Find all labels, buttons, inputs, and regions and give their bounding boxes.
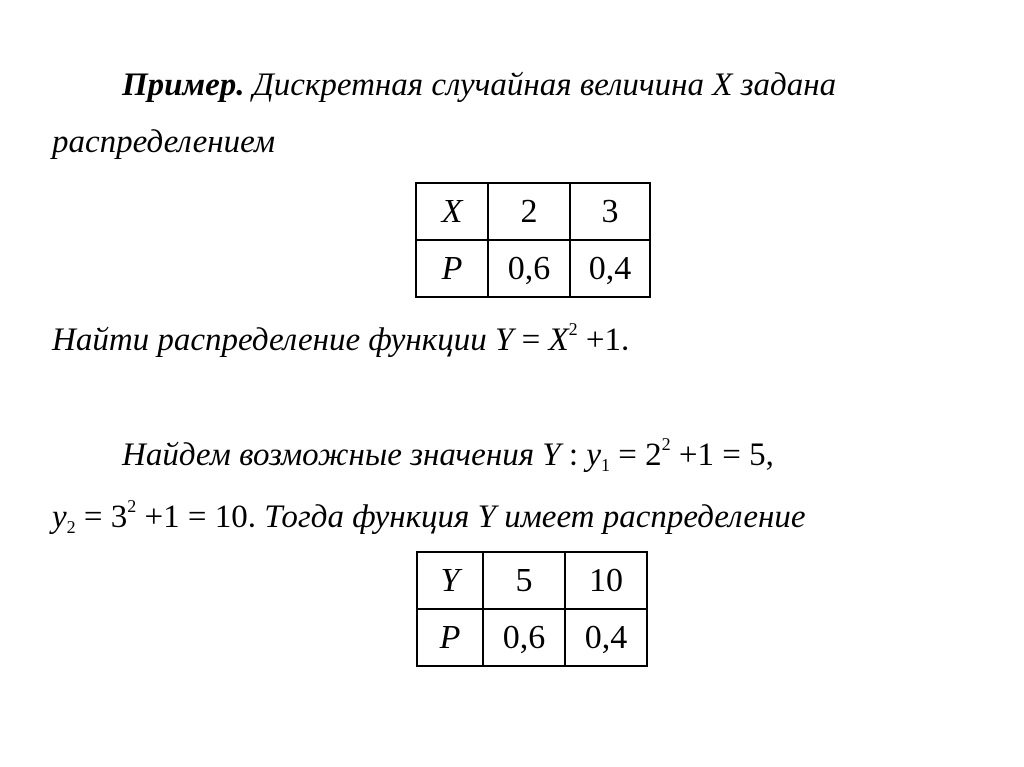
base-var: X xyxy=(548,322,569,358)
intro-line xyxy=(122,69,836,102)
y1-tail: +1 = 5, xyxy=(670,437,774,473)
table-cell: 0,6 xyxy=(483,609,565,666)
table-row xyxy=(417,609,647,666)
then-tail: имеет распределение xyxy=(504,499,806,535)
table-cell: P xyxy=(417,609,483,666)
table-cell: 0,6 xyxy=(488,240,570,297)
then-text: Тогда функция xyxy=(264,499,470,535)
table-cell: X xyxy=(416,183,488,240)
y2-equals: = 3 xyxy=(75,499,128,535)
solution-var: Y xyxy=(542,437,561,473)
then-var: Y xyxy=(477,499,496,535)
table-cell: Y xyxy=(417,552,483,609)
y2-name: y xyxy=(52,499,67,535)
distribution-table-y xyxy=(416,551,648,667)
table-row xyxy=(417,552,647,609)
table-row xyxy=(416,240,650,297)
task-text: Найти распределение функции xyxy=(52,322,487,358)
intro-text: Дискретная случайная величина X задана xyxy=(252,67,837,103)
y2-tail: +1 = 10. xyxy=(136,499,257,535)
y1-equals: = 2 xyxy=(609,437,662,473)
y2-exponent: 2 xyxy=(127,496,137,516)
table-cell: 0,4 xyxy=(570,240,650,297)
intro-continuation xyxy=(52,126,275,159)
intro-continuation-text: распределением xyxy=(52,124,276,160)
table-cell: 5 xyxy=(483,552,565,609)
distribution-table-x xyxy=(415,182,651,298)
y1-exponent: 2 xyxy=(661,434,671,454)
table-cell: P xyxy=(416,240,488,297)
example-label: Пример. xyxy=(122,67,245,103)
solution-text: Найдем возможные значения xyxy=(122,437,535,473)
table-cell: 2 xyxy=(488,183,570,240)
equals-sign: = xyxy=(513,322,549,358)
exponent: 2 xyxy=(568,319,578,339)
table-cell: 3 xyxy=(570,183,650,240)
task-line xyxy=(52,320,629,357)
solution-line-1 xyxy=(122,435,774,474)
table-row xyxy=(416,183,650,240)
formula-tail: +1. xyxy=(577,322,630,358)
colon: : xyxy=(560,437,587,473)
solution-line-2 xyxy=(52,497,806,536)
table-cell: 10 xyxy=(565,552,647,609)
y1-subscript: 1 xyxy=(600,455,610,475)
table-cell: 0,4 xyxy=(565,609,647,666)
function-var: Y xyxy=(494,322,514,358)
y2-subscript: 2 xyxy=(66,517,76,537)
y1-name: y xyxy=(586,437,601,473)
